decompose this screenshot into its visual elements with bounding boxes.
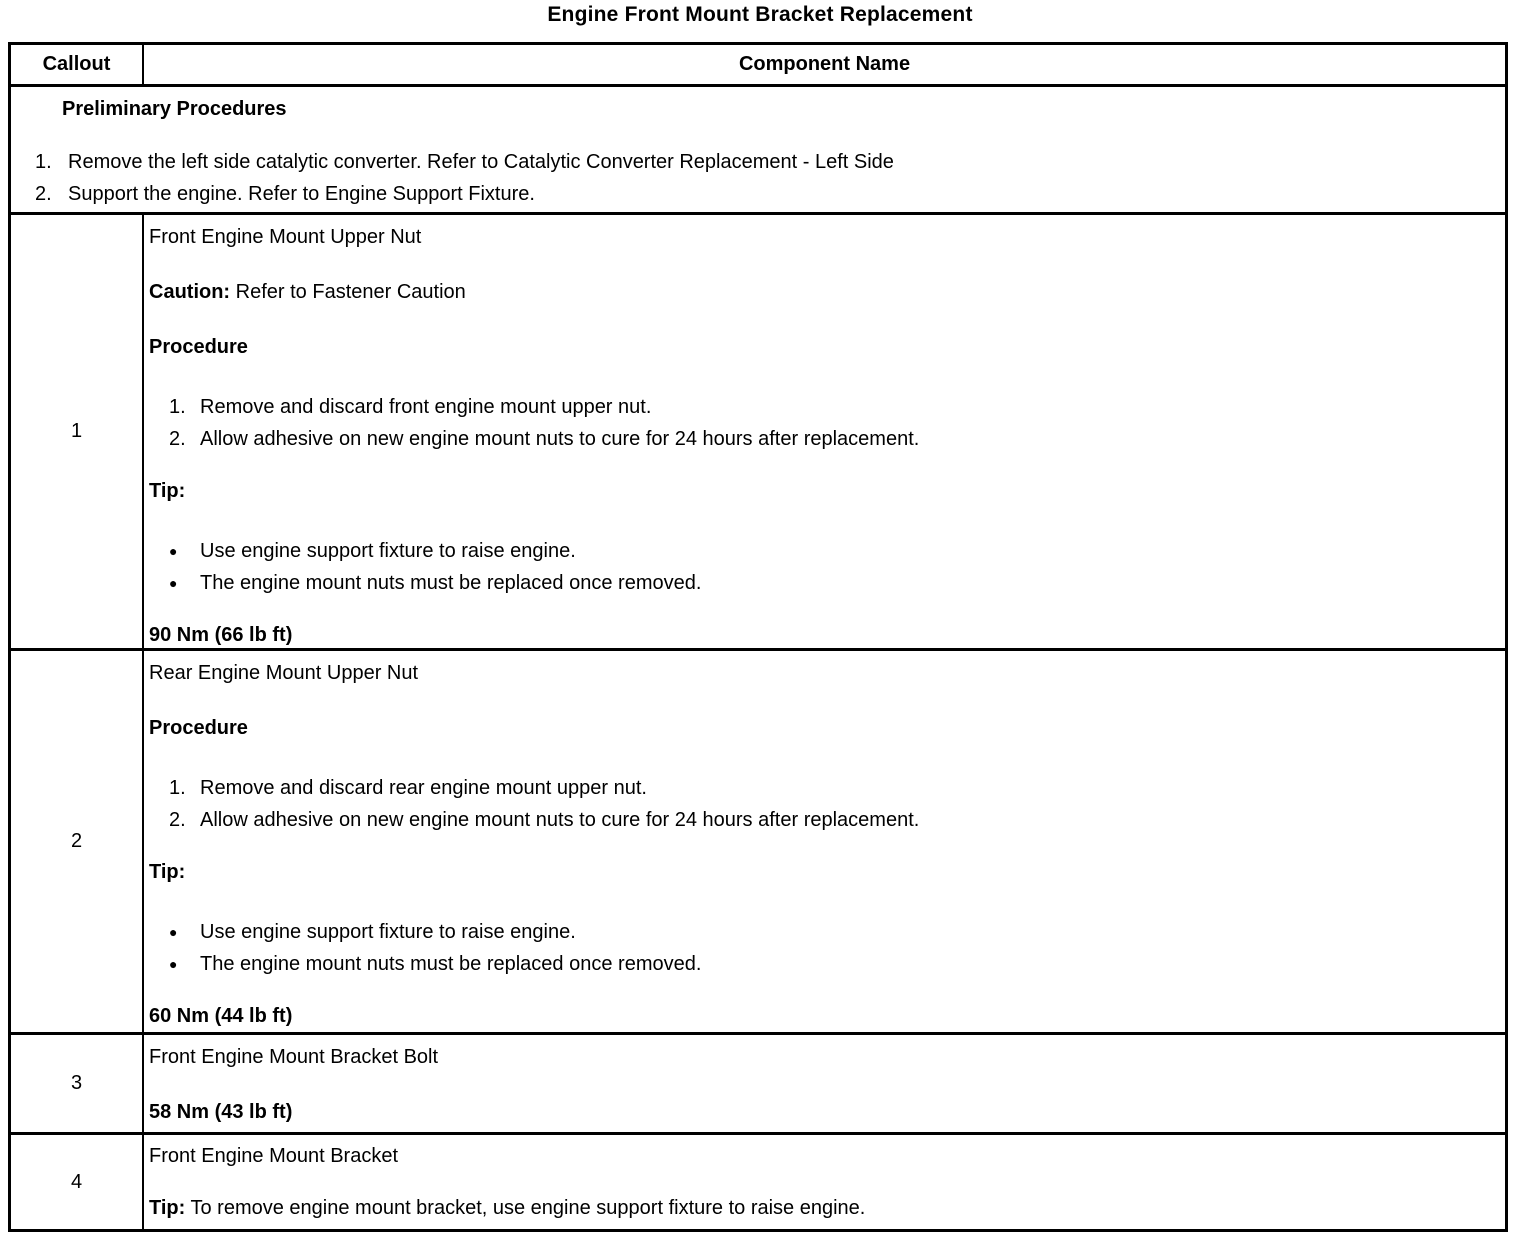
tip-bullets — [149, 535, 1493, 599]
component-name: Front Engine Mount Bracket Bolt — [149, 1046, 439, 1068]
table-row — [11, 1135, 1505, 1229]
tip-heading: Tip: — [149, 480, 186, 502]
component-name: Front Engine Mount Bracket — [149, 1145, 399, 1167]
bullet-text: Use engine support fixture to raise engine. — [200, 921, 576, 943]
step-number: 2. — [35, 183, 52, 205]
bullet-text: The engine mount nuts must be replaced once removed. — [200, 953, 702, 975]
tip-bullet — [149, 535, 1493, 567]
caution-label: Caution: — [149, 281, 231, 303]
callout-column-header: Callout — [11, 45, 144, 84]
step-text: Allow adhesive on new engine mount nuts to cure for 24 hours after replacement. — [200, 809, 920, 831]
preliminary-steps — [11, 146, 1505, 210]
bullet-text: Use engine support fixture to raise engine. — [200, 540, 576, 562]
step-number: 1. — [169, 777, 186, 799]
bullet-text: The engine mount nuts must be replaced once removed. — [200, 572, 702, 594]
callout-cell — [11, 1135, 144, 1229]
preliminary-heading: Preliminary Procedures — [62, 98, 287, 120]
procedure-step — [149, 391, 1493, 423]
torque-spec: 60 Nm (44 lb ft) — [149, 1005, 293, 1027]
tip-heading: Tip: — [149, 861, 186, 883]
component-cell — [144, 1035, 1505, 1132]
tip-text: To remove engine mount bracket, use engine support fixture to raise engine. — [190, 1197, 866, 1219]
step-number: 2. — [169, 428, 186, 450]
tip-bullet — [149, 567, 1493, 599]
preliminary-section — [11, 87, 1505, 215]
callout-cell — [11, 651, 144, 1032]
caution-note — [149, 281, 1493, 303]
tip-bullets — [149, 916, 1493, 980]
caution-text: Refer to Fastener Caution — [235, 281, 466, 303]
callout-number: 2 — [70, 830, 83, 852]
procedure-heading: Procedure — [149, 717, 248, 739]
step-number: 1. — [169, 396, 186, 418]
bullet-icon: ● — [169, 924, 178, 940]
callout-cell — [11, 215, 144, 648]
tip-bullet — [149, 916, 1493, 948]
step-number: 2. — [169, 809, 186, 831]
step-text: Remove and discard rear engine mount upper nut. — [200, 777, 647, 799]
torque-spec: 58 Nm (43 lb ft) — [149, 1101, 293, 1123]
preliminary-step — [11, 178, 1505, 210]
tip-label: Tip: — [149, 1197, 186, 1219]
callout-number: 4 — [70, 1170, 83, 1193]
step-text: Remove the left side catalytic converter. Refer to Catalytic Converter Replacement - Left Side — [68, 151, 894, 173]
step-text: Support the engine. Refer to Engine Support Fixture. — [68, 183, 535, 205]
procedure-steps — [149, 772, 1493, 836]
bullet-icon: ● — [169, 543, 178, 559]
table-row — [11, 651, 1505, 1035]
step-text: Remove and discard front engine mount upper nut. — [200, 396, 652, 418]
bullet-icon: ● — [169, 575, 178, 591]
callout-number: 1 — [70, 420, 83, 442]
tip-bullet — [149, 948, 1493, 980]
callout-cell — [11, 1035, 144, 1132]
step-text: Allow adhesive on new engine mount nuts to cure for 24 hours after replacement. — [200, 428, 920, 450]
preliminary-step — [11, 146, 1505, 178]
step-number: 1. — [35, 151, 52, 173]
component-column-header: Component Name — [738, 53, 911, 75]
table-row — [11, 1035, 1505, 1135]
bullet-icon: ● — [169, 956, 178, 972]
table-header-row — [11, 45, 1505, 87]
component-cell — [144, 215, 1505, 648]
callout-number: 3 — [70, 1072, 83, 1094]
component-table — [8, 42, 1508, 1232]
component-cell — [144, 1135, 1505, 1229]
procedure-step — [149, 423, 1493, 455]
component-cell — [144, 651, 1505, 1032]
component-name: Front Engine Mount Upper Nut — [149, 226, 422, 248]
component-name: Rear Engine Mount Upper Nut — [149, 662, 419, 684]
procedure-heading: Procedure — [149, 336, 248, 358]
procedure-step — [149, 804, 1493, 836]
torque-spec: 90 Nm (66 lb ft) — [149, 624, 293, 646]
procedure-step — [149, 772, 1493, 804]
page-title: Engine Front Mount Bracket Replacement — [547, 3, 973, 26]
tip-note — [149, 1197, 1493, 1219]
table-row — [11, 215, 1505, 651]
procedure-steps — [149, 391, 1493, 455]
